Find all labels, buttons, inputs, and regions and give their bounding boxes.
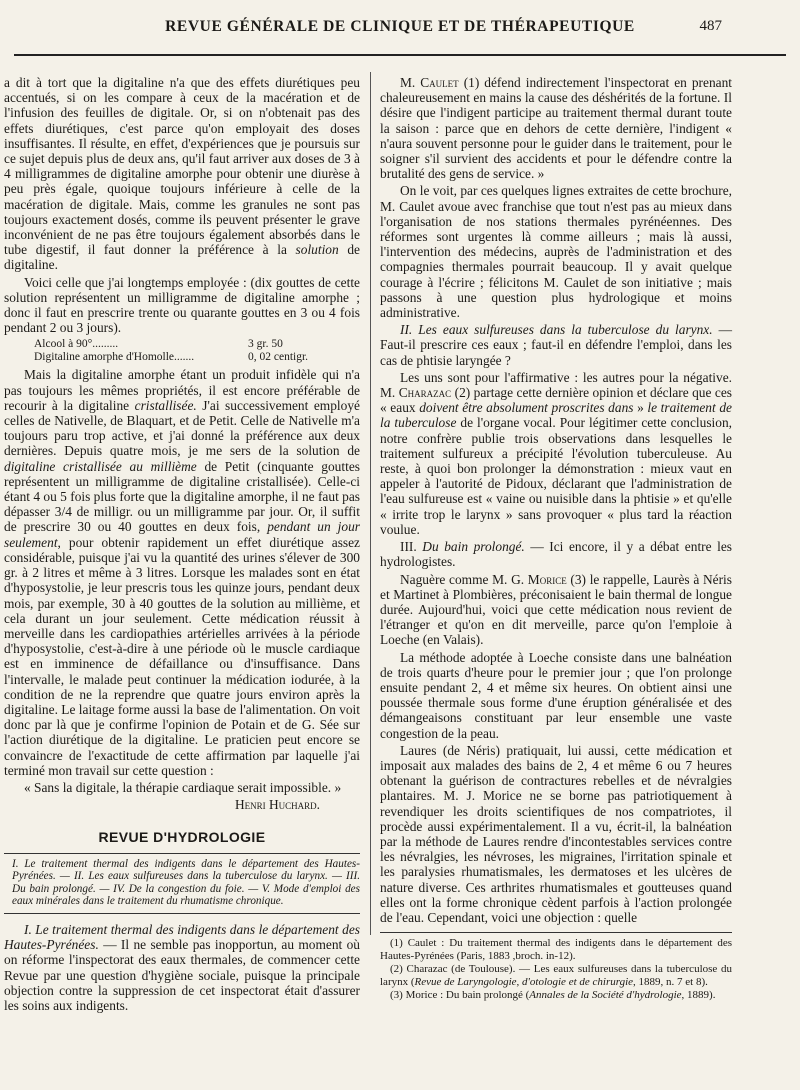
- footnote: [380, 989, 732, 1002]
- italic-text: solution: [295, 242, 339, 258]
- paragraph: [380, 539, 732, 569]
- text: (2) partage cette dernière opinion et déclare que ces « eaux: [380, 385, 732, 416]
- text: »: [637, 400, 644, 416]
- italic-text: Revue de Laryngologie, d'otologie et de chirurgie: [414, 975, 634, 988]
- italic-text: doivent être absolument proscrites dans: [419, 400, 634, 416]
- italic-heading: I. Le traitement thermal des indigents dans le département des Hautes-Pyrénées.: [4, 921, 360, 953]
- paragraph: [4, 367, 360, 777]
- paragraph: [380, 75, 732, 181]
- text: , 1889, n. 7 et 8).: [633, 975, 708, 988]
- text: (3) Morice : Du bain prolongé (: [390, 989, 530, 1002]
- text: de l'organe vocal. Pour légitimer cette conclusion, notre confrère publie trois observations dans lesquelles le traitement sulfureux a précipité l'évolution tuberculeuse. Au reste, à quoi bon prolonger la démonstration : mieux vaut en appeler à l'autorité de Pidoux, déclarant que l'administration de l'eau sulfureuse est « vaine ou nuisible dans la phtisie » et qu'elle « irrite trop le larynx » sans provoquer « plus tard la réaction voulue.: [380, 415, 732, 537]
- italic-text: le traitement de la tuberculose: [380, 400, 732, 431]
- text: Les uns sont pour l'affirmative : les autres pour la négative. M.: [380, 369, 732, 401]
- text: — Il ne semble pas inopportun, au moment où on réforme l'inspectorat des eaux thermales, de commencer cette Revue par une question d'hygiène sociale, puisque la principale objection contre la suppression de cet inspectorat était d'assurer les soins aux indigents.: [4, 937, 360, 1013]
- section-summary: I. Le traitement thermal des indigents dans le département des Hautes-Pyrénées. — II. Les eaux sulfureuses dans la tuberculose du larynx. — III. Du bain prolongé. — IV. De la congestion du foie. — V. Mode d'emploi des eaux minérales dans le traitement du rhumatisme chronique.: [12, 857, 360, 908]
- footnote: (1) Caulet : Du traitement thermal des indigents dans le département des Hautes-Pyrénées (Paris, 1883 ,broch. in-12).: [380, 937, 732, 962]
- page-header: [0, 14, 800, 50]
- text: (1) défend indirectement l'inspectorat en prenant chaleureusement en mains la cause des déshérités de la fortune. Il désire que l'indigent participe au traitement thermal durant toute la saison : parce que en dehors de cette dernière, l'indigent « n'aura souvent personne pour le guider dans le traitement, pour le soigner s'il survient des accidents et pour le défendre contre la brutalité des gens de service. »: [380, 75, 732, 182]
- text: — Ici encore, il y a débat entre les hydrologistes.: [380, 539, 732, 570]
- header-rule: [14, 54, 786, 56]
- italic-text: Annales de la Société d'hydrologie: [529, 989, 682, 1002]
- paragraph: La méthode adoptée à Loeche consiste dans une balnéation de trois quarts d'heure pour le premier jour ; que l'on prolonge ensuite pendant 2, 4 et même six heures. On obtient ainsi une poussée thermale sous forme d'une éruption généralisée et des démangeaisons constituant par leur ensemble une vaste congestion de la peau.: [380, 649, 732, 741]
- paragraph: [380, 370, 732, 537]
- formula-label: Alcool à 90°.........: [34, 338, 119, 351]
- author-name: M. Caulet: [400, 75, 459, 90]
- text: de Petit (cinquante gouttes représentent un milligramme de digitaline cristallisée). Celle-ci étant 4 ou 5 fois plus forte que la digitaline amorphe, il ne faut pas dépasser 3/4 de milligr. ou un milligramme par jour. Or, il suffit de prescrire 30 ou 40 gouttes en deux fois,: [4, 458, 360, 535]
- divider: [4, 913, 360, 914]
- italic-heading: Du bain prolongé.: [422, 539, 525, 555]
- paragraph: Voici celle que j'ai longtemps employée : (dix gouttes de cette solution représentent un milligramme de digitaline amorphe ; donc il faut en prescrire trente ou quarante gouttes en 3 ou 4 fois pendant 2 ou 3 jours).: [4, 274, 360, 336]
- formula-value: 0, 02 centigr.: [248, 351, 309, 364]
- footnote-rule: [380, 932, 732, 933]
- section-title: REVUE D'HYDROLOGIE: [98, 829, 266, 846]
- formula-value: 3 gr. 50: [248, 338, 283, 351]
- text: III.: [400, 539, 417, 555]
- text: de digitaline.: [4, 242, 360, 273]
- paragraph: [4, 922, 360, 1013]
- text: , pour obtenir rapidement un effet diurétique assez considérable, puisque j'ai vu la quantité des urines s'élever de 300 gr. à 2 litres et même à 3 litres. Lorsque les malades sont en état d'hyposystolie, je leur prescris tous les quinze jours, pendant deux mois, par exemple, 30 à 40 gouttes de la solution au millième, et cela durant un jour seulement. Cette médication réussit à merveille dans les cardiopathies artérielles arrivées à la période d'hyposystolie, c'est-à-dire à une période où le muscle cardiaque est en imminence de défaillance ou d'insuffisance. Dans l'intervalle, le malade peut continuer la médication iodurée, à la condition de ne la reprendre que quatre jours environ après la digitaline. Le laitage forme aussi la base de l'alimentation. On voit donc par là que je confirme l'opinion de Potain et de G. Sée sur l'action diurétique de la digitaline. Le praticien peut encore se convaincre de l'exactitude de cette affirmation par laquelle j'ai terminé mon travail sur cette question :: [4, 534, 360, 778]
- paragraph: On le voit, par ces quelques lignes extraites de cette brochure, M. Caulet avoue avec franchise que tout n'est pas au mieux dans l'organisation de nos stations thermales pyrénéennes. Des réformes sont urgentes là comme ailleurs ; mais là aussi, l'intervention des médecins, auprès de l'administration et des compagnies thermales pourrait beaucoup. Il y avait quelque courage à l'écrire ; félicitons M. Caulet de son initiative ; mais passons à une question plus hydrologique et moins administrative.: [380, 183, 732, 321]
- paragraph: Laures (de Néris) pratiquait, lui aussi, cette médication et imposait aux malades des bains de 2, 4 et même 6 ou 7 heures obtenant la guérison de contractures rebelles et de névralgies plantaires. M. J. Morice ne se borne pas patriotiquement à revendiquer les droits scientifiques de nos compatriotes, il procède aussi expérimentalement. Il a vu, écrit-il, la balnéation par la méthode de Laures rendre d'incontestables services contre les névralgies, les névroses, les migraines, l'irritation spinale et les paralysies rhumatismales, les dermatoses et les ulcères de nature diverse. Ces arthrites rhumatismales et goutteuses quand elles ont la forme chronique cèdent parfois à l'action prolongée de l'eau. Cependant, voici une objection : quelle: [380, 742, 732, 925]
- text: Naguère comme M. G.: [400, 571, 525, 587]
- text: Mais la digitaline amorphe étant un produit infidèle qui n'a pas toujours les mêmes propriétés, il est encore préférable de recourir à la digitaline: [4, 367, 360, 413]
- formula-label: Digitaline amorphe d'Homolle.......: [34, 351, 195, 364]
- italic-text: digitaline cristallisée au millième: [4, 458, 197, 474]
- quote: « Sans la digitale, la thérapie cardiaque serait impossible. »: [24, 779, 342, 795]
- text: a dit à tort que la digitaline n'a que des effets diurétiques peu accentués, si on les compare à ceux de la macération et de l'infusion des feuilles de digitale. Or, si on n'obtenait pas des effets diurétiques, c'est parce qu'on employait des doses insuffisantes. Il résulte, en effet, d'expériences que je poursuis sur ce sujet depuis plus de deux ans, qu'il faut arriver aux doses de 3 à 4 milligrammes de digitaline amorphe pour obtenir une diurèse à peu près égale, quoique toujours inférieure à celle de la macération de digitale. Mais, comme les granules ne sont pas toujours exactement dosés, comme ils peuvent présenter le grave inconvénient de ne pas être toujours également absorbés dans le tube digestif, il faut donner la préférence à la: [4, 75, 360, 258]
- text: (3) le rappelle, Laurès à Néris et Martinet à Plombières, préconisaient le bain thermal de longue durée. Aujourd'hui, voici que cette médication nous revient de l'étranger et qu'on en dit merveille, parce qu'on l'emploie à Loeche (en Valais).: [380, 571, 732, 648]
- footnotes: [380, 937, 732, 1003]
- italic-text: pendant un jour seulement: [4, 519, 360, 550]
- italic-heading: II. Les eaux sulfureuses dans la tuberculose du larynx.: [400, 322, 713, 338]
- text: J'ai successivement employé celles de Nativelle, de Blaquart, et de Petit. Celle de Nativelle m'a toujours paru trop active, et j'ai donné la préférence aux deux dernières. Depuis quatre mois, je me sers de la solution de: [4, 397, 360, 459]
- right-column: [380, 75, 732, 927]
- author-name: Morice: [527, 571, 567, 587]
- divider: [4, 853, 360, 854]
- paragraph: [4, 75, 360, 273]
- author-name: Charazac: [398, 385, 452, 401]
- running-title: REVUE GÉNÉRALE DE CLINIQUE ET DE THÉRAPEUTIQUE: [165, 18, 635, 35]
- text: , 1889).: [681, 989, 716, 1002]
- page-number: 487: [699, 18, 722, 34]
- paragraph: [380, 322, 732, 368]
- signature-line: [4, 797, 360, 812]
- signature: Henri Huchard.: [234, 797, 320, 813]
- italic-text: cristallisée.: [134, 397, 197, 413]
- paragraph: [380, 572, 732, 648]
- text: — Faut-il prescrire ces eaux ; faut-il en défendre l'emploi, dans les cas de phtisie laryngée ?: [380, 322, 732, 368]
- prescription-formula: [34, 338, 360, 364]
- column-divider: [370, 72, 371, 935]
- left-column: [4, 75, 360, 1015]
- formula-row: [34, 351, 360, 364]
- formula-row: [34, 338, 360, 351]
- footnote: [380, 963, 732, 988]
- text: (2) Charazac (de Toulouse). — Les eaux sulfureuses dans la tuberculose du larynx (: [380, 963, 732, 988]
